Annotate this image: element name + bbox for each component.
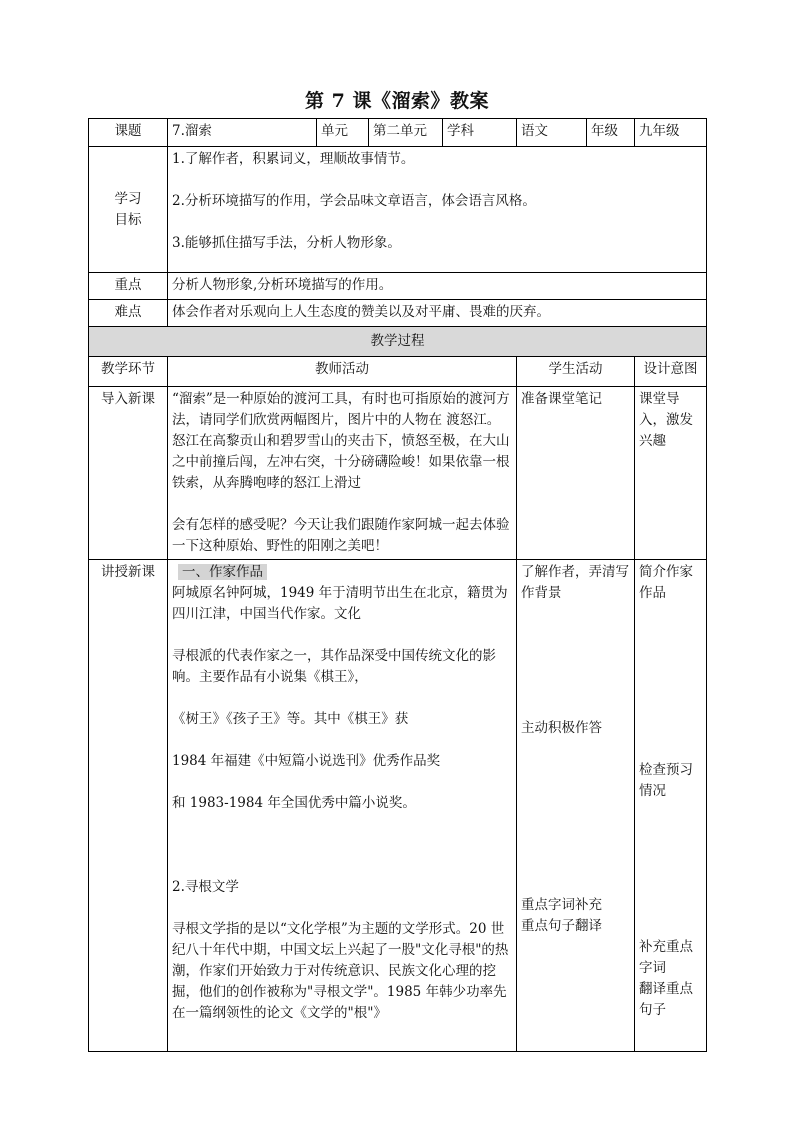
teach-intent-4: 翻译重点句子 [639,981,694,1018]
goal-item-1: 1.了解作者，积累词义，理顺故事情节。 [172,151,415,167]
process-title-row [89,327,707,357]
teach-teacher [168,560,517,1052]
teach-student-3: 重点字词补充 [521,897,603,913]
lesson-value: 7.溜索 [168,119,317,147]
teach-paragraph-4: 1984 年福建《中短篇小说选刊》优秀作品奖 [172,753,441,769]
info-row [89,119,707,147]
teach-intent-1: 简介作家作品 [639,564,694,601]
grade-value: 九年级 [635,119,707,147]
teach-intent-2: 检查预习情况 [639,762,694,799]
teach-stage: 讲授新课 [89,560,168,1052]
intro-row [89,387,707,560]
teach-paragraph-2: 寻根派的代表作家之一，其作品深受中国传统文化的影响。主要作品有小说集《棋王》， [172,648,496,685]
teach-intent [635,560,707,1052]
teach-paragraph-5: 和 1983-1984 年全国优秀中篇小说奖。 [172,795,416,811]
goal-item-3: 3.能够抓住描写手法，分析人物形象。 [172,235,401,251]
teach-paragraph-1: 阿城原名钟阿城，1949 年于清明节出生在北京，籍贯为四川江津，中国当代作家。文化 [172,585,508,622]
goals-content [168,147,707,273]
lesson-plan-table [88,118,707,1052]
difficult-row [89,300,707,327]
unit-label: 单元 [317,119,369,147]
goals-label: 学习 目标 [89,147,168,273]
teach-row [89,560,707,1052]
key-label: 重点 [89,273,168,300]
key-text: 分析人物形象,分析环境描写的作用。 [168,273,707,300]
subject-value: 语文 [517,119,587,147]
goals-row [89,147,707,273]
document-title: 第 7 课《溜索》教案 [305,90,489,112]
teach-paragraph-6: 寻根文学指的是以“文化学根”为主题的文学形式。20 世纪八十年代中期，中国文坛上兴起了一股"文化寻根"的热潮，作家们开始致力于对传统意识、民族文化心理的挖掘，他们的创作被称为"寻根文学"。1985 年韩少功率先在一篇纲领性的论文《文学的"根"》 [172,921,509,1021]
intro-teacher [168,387,517,560]
grade-label: 年级 [587,119,635,147]
teach-paragraph-3: 《树王》《孩子王》等。其中《棋王》获 [172,711,409,727]
header-student: 学生活动 [517,357,635,387]
teach-student-2: 主动积极作答 [521,720,603,736]
goal-item-2: 2.分析环境描写的作用，学会品味文章语言，体会语言风格。 [172,193,536,209]
lesson-label: 课题 [89,119,168,147]
teach-subheading: 2.寻根文学 [172,879,239,895]
teach-student-1: 了解作者，弄清写作背景 [521,564,630,601]
key-row [89,273,707,300]
unit-value: 第二单元 [369,119,443,147]
subject-label: 学科 [443,119,517,147]
header-stage: 教学环节 [89,357,168,387]
process-title: 教学过程 [89,327,707,357]
process-header-row [89,357,707,387]
teach-student [517,560,635,1052]
intro-paragraph-2: 会有怎样的感受呢？今天让我们跟随作家阿城一起去体验一下这种原始、野性的阳刚之美吧！ [172,517,510,554]
header-teacher: 教师活动 [168,357,517,387]
intro-intent: 课堂导入，激发兴趣 [635,387,707,560]
teach-heading: 一、作家作品 [178,564,267,580]
teach-student-4: 重点句子翻译 [521,918,603,934]
intro-paragraph-1: “溜索”是一种原始的渡河工具，有时也可指原始的渡河方法，请同学们欣赏两幅图片，图片中的人物在 渡怒江。怒江在高黎贡山和碧罗雪山的夹击下，愤怒至极，在大山之中前撞后闯，左冲右突，十分磅礴险峻！如果依靠一根铁索，从奔腾咆哮的怒江上滑过 [172,391,510,491]
teach-intent-3: 补充重点字词 [639,939,694,976]
intro-stage: 导入新课 [89,387,168,560]
header-intent: 设计意图 [635,357,707,387]
difficult-label: 难点 [89,300,168,327]
difficult-text: 体会作者对乐观向上人生态度的赞美以及对平庸、畏难的厌弃。 [168,300,707,327]
intro-student: 准备课堂笔记 [517,387,635,560]
